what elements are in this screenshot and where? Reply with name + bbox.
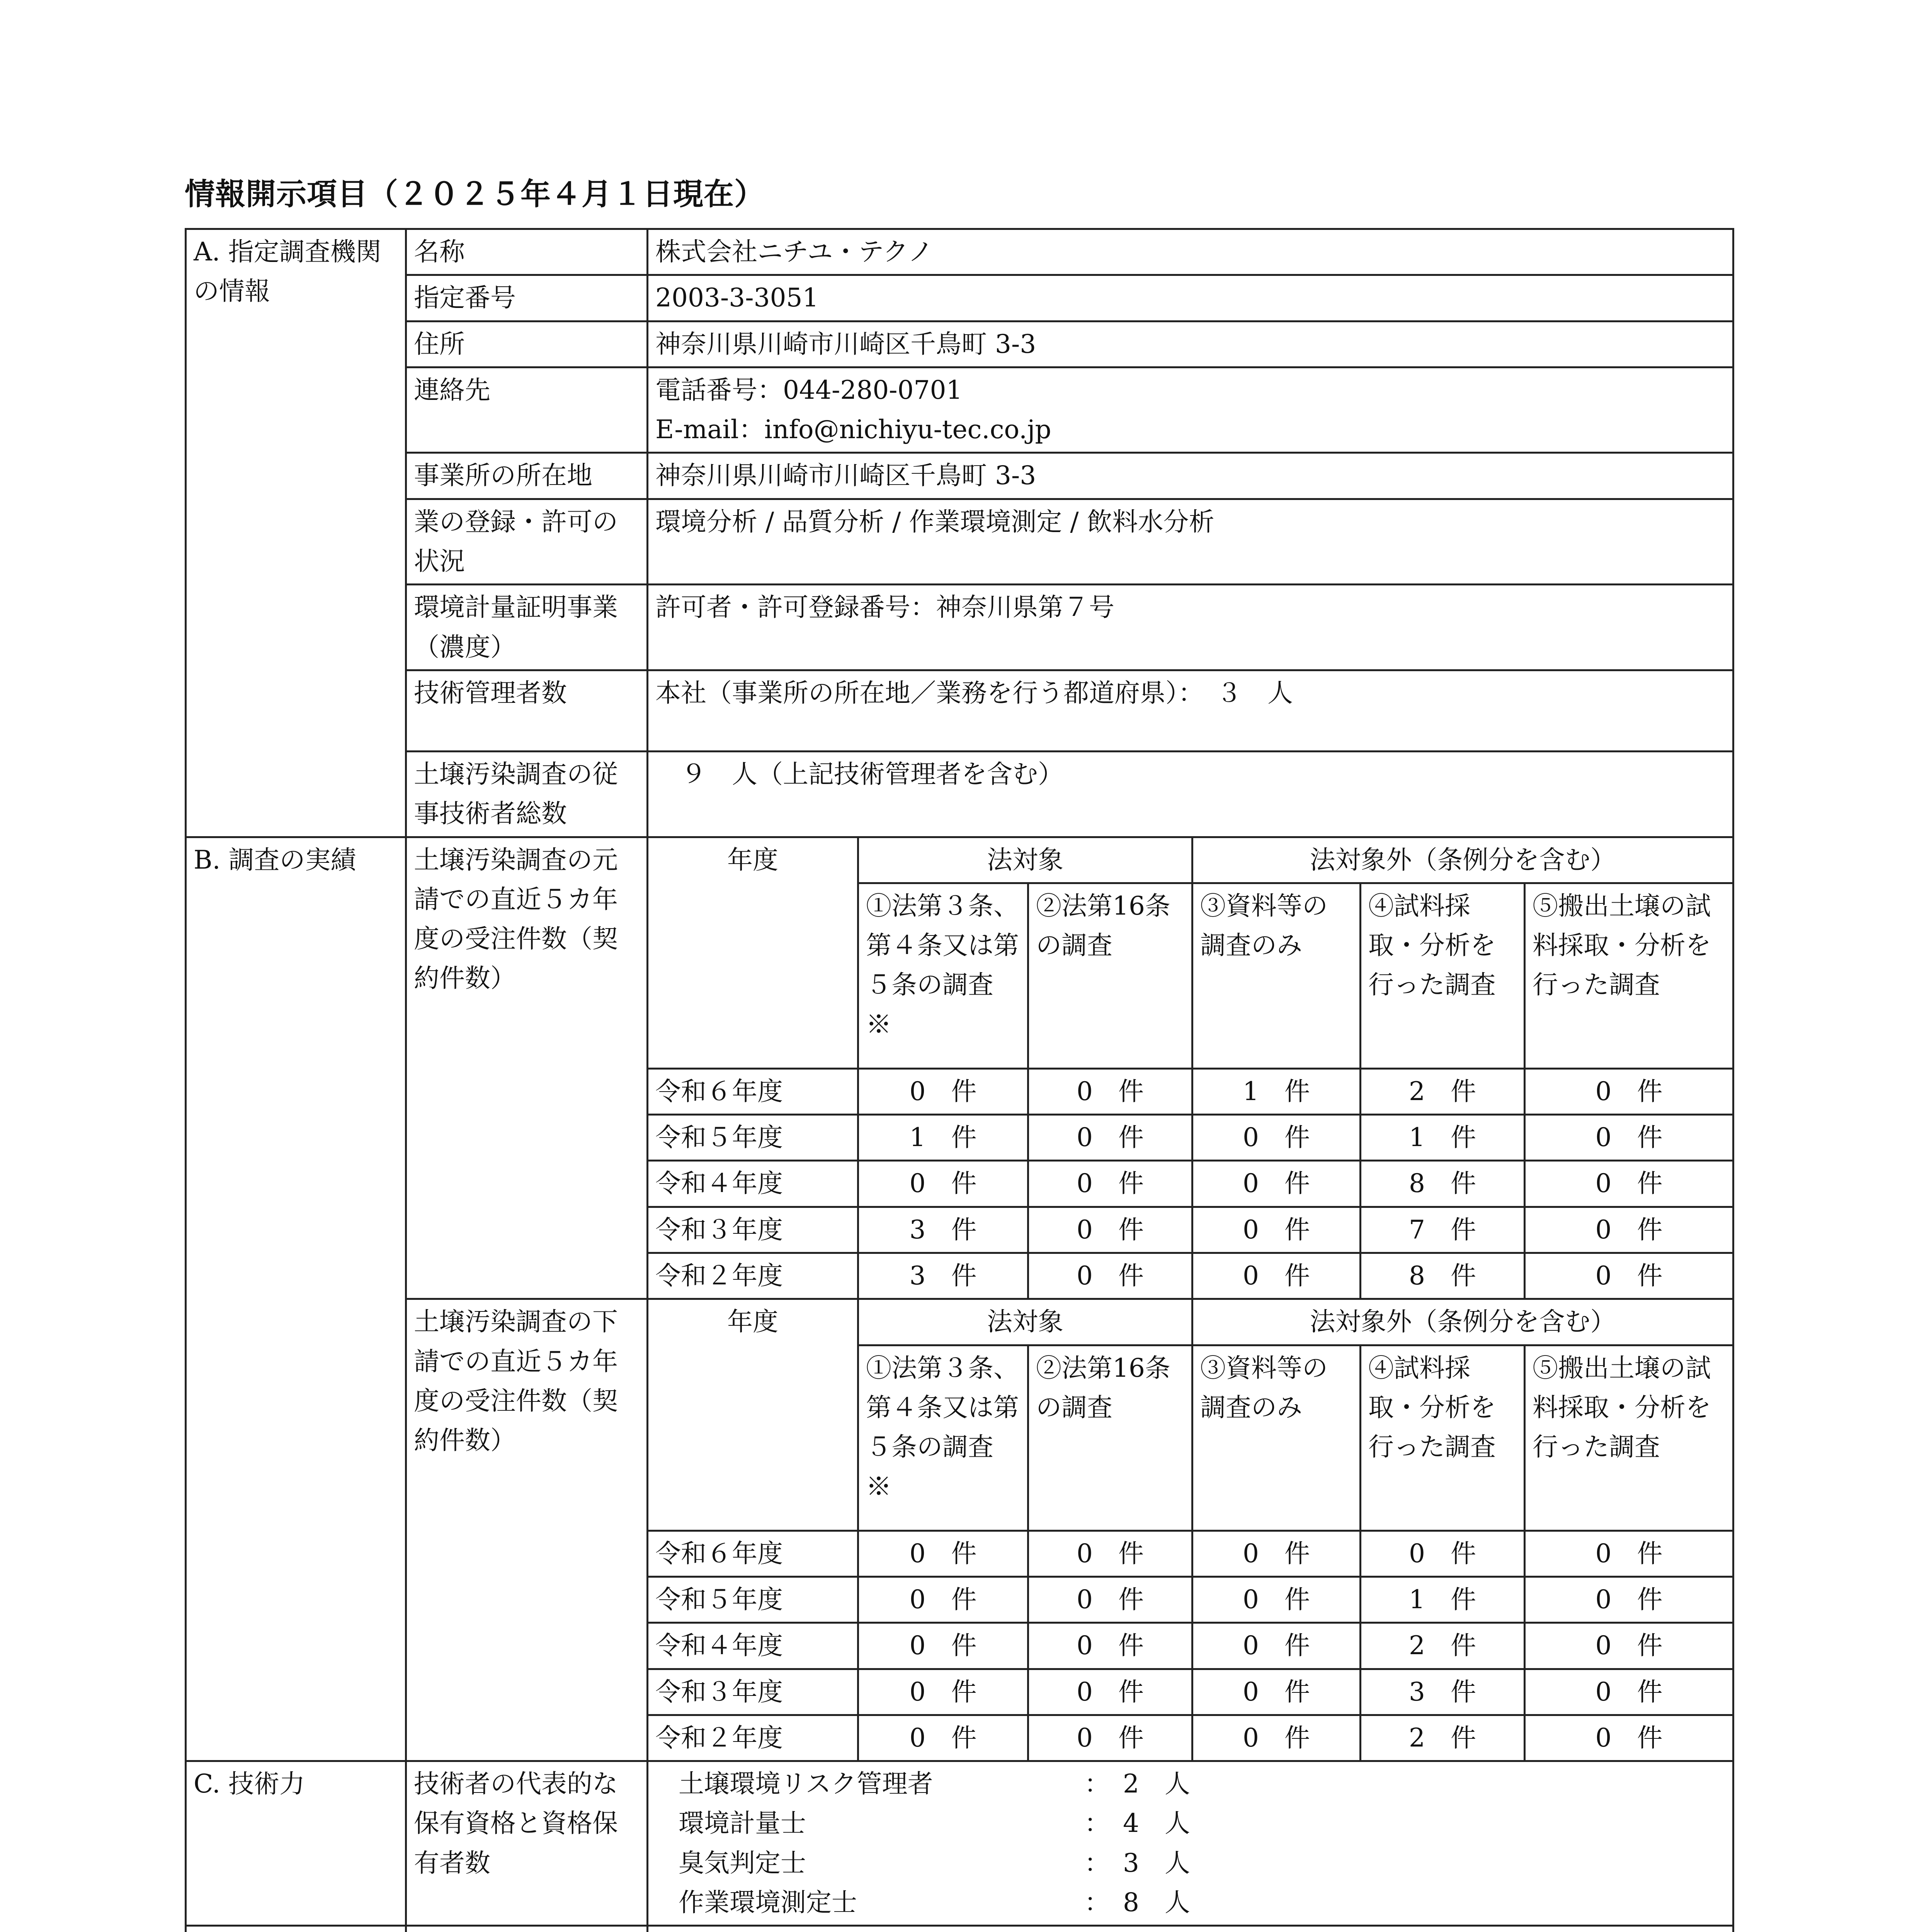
year-label: 令和４年度: [648, 1623, 858, 1669]
a-label-number: 指定番号: [406, 275, 648, 321]
col-header-2: ②法第16条の調査: [1028, 1345, 1192, 1531]
count-cell: 1 件: [1361, 1577, 1525, 1622]
count-cell: 0 件: [1192, 1161, 1361, 1207]
count-cell: 0 件: [1028, 1577, 1192, 1622]
b-prime-header-row: [186, 837, 1733, 883]
col-header-3: ③資料等の調査のみ: [1192, 883, 1361, 1068]
a-label-registration: 業の登録・許可の状況: [406, 499, 648, 585]
section-a-label: A. 指定調査機関の情報: [186, 229, 406, 837]
a-label-certification: 環境計量証明事業（濃度）: [406, 585, 648, 670]
col-header-2: ②法第16条の調査: [1028, 883, 1192, 1068]
a-label-contact: 連絡先: [406, 367, 648, 453]
qualification-separator: ：: [1084, 1769, 1110, 1799]
count-cell: 0 件: [1525, 1577, 1733, 1622]
company-name: 株式会社ニチユ・テクノ: [648, 229, 1733, 275]
qualification-separator: ：: [1084, 1848, 1110, 1878]
qualification-list: [648, 1761, 1733, 1926]
engineer-count: ９ 人（上記技術管理者を含む）: [648, 751, 1733, 837]
section-b-label: B. 調査の実績: [186, 837, 406, 1761]
a-label-engineers: 土壌汚染調査の従事技術者総数: [406, 751, 648, 837]
count-cell: 1 件: [858, 1115, 1028, 1161]
phone-number: 電話番号：044-280-0701: [655, 375, 963, 405]
count-cell: 0 件: [858, 1531, 1028, 1577]
year-label: 令和２年度: [648, 1715, 858, 1761]
email-address: E-mail：info@nichiyu-tec.co.jp: [655, 415, 1051, 445]
year-label: 令和３年度: [648, 1669, 858, 1715]
section-c-label: C. 技術力: [186, 1761, 406, 1926]
col-header-1: ①法第３条、第４条又は第５条の調査 ※: [858, 1345, 1028, 1531]
count-cell: 0 件: [858, 1577, 1028, 1622]
non-law-target-header: 法対象外（条例分を含む）: [1192, 837, 1733, 883]
designation-number: 2003-3-3051: [648, 275, 1733, 321]
count-cell: 0 件: [1361, 1531, 1525, 1577]
a-row-address: [186, 321, 1733, 367]
count-cell: 2 件: [1361, 1715, 1525, 1761]
a-label-managers: 技術管理者数: [406, 670, 648, 751]
col-header-3: ③資料等の調査のみ: [1192, 1345, 1361, 1531]
certification-info: 許可者・許可登録番号：神奈川県第７号: [648, 585, 1733, 670]
count-cell: 0 件: [1028, 1115, 1192, 1161]
count-cell: 0 件: [1525, 1068, 1733, 1114]
c-sub-label: 技術者の代表的な保有資格と資格保有者数: [406, 1761, 648, 1926]
count-cell: 0 件: [1525, 1715, 1733, 1761]
year-label: 令和５年度: [648, 1577, 858, 1622]
qualification-count: 8 人: [1123, 1888, 1190, 1918]
count-cell: 0 件: [1028, 1715, 1192, 1761]
count-cell: 0 件: [1525, 1623, 1733, 1669]
count-cell: 0 件: [1028, 1161, 1192, 1207]
count-cell: 1 件: [1361, 1115, 1525, 1161]
count-cell: 0 件: [1028, 1623, 1192, 1669]
qualification-count: 2 人: [1123, 1769, 1190, 1799]
count-cell: 0 件: [1028, 1669, 1192, 1715]
year-label: 令和４年度: [648, 1161, 858, 1207]
count-cell: 0 件: [1192, 1531, 1361, 1577]
a-row-office: [186, 453, 1733, 499]
count-cell: 0 件: [858, 1715, 1028, 1761]
a-row-engineers: [186, 751, 1733, 837]
qualification-separator: ：: [1084, 1808, 1110, 1838]
count-cell: 0 件: [1192, 1115, 1361, 1161]
count-cell: 0 件: [858, 1669, 1028, 1715]
qualification-count: 4 人: [1123, 1808, 1190, 1838]
count-cell: 1 件: [1192, 1068, 1361, 1114]
count-cell: 0 件: [1028, 1068, 1192, 1114]
count-cell: 0 件: [1192, 1253, 1361, 1299]
col-header-4: ④試料採取・分析を行った調査: [1361, 1345, 1525, 1531]
count-cell: 0 件: [1028, 1531, 1192, 1577]
count-cell: 0 件: [1525, 1669, 1733, 1715]
c-row: [186, 1761, 1733, 1926]
a-label-name: 名称: [406, 229, 648, 275]
year-label: 令和２年度: [648, 1253, 858, 1299]
a-row-certification: [186, 585, 1733, 670]
count-cell: 0 件: [1525, 1115, 1733, 1161]
a-label-office: 事業所の所在地: [406, 453, 648, 499]
b-prime-label: 土壌汚染調査の元請での直近５カ年度の受注件数（契約件数）: [406, 837, 648, 1299]
document-title: 情報開示項目（２０２５年４月１日現在）: [185, 177, 765, 212]
col-header-1: ①法第３条、第４条又は第５条の調査 ※: [858, 883, 1028, 1068]
count-cell: 0 件: [1192, 1669, 1361, 1715]
count-cell: 3 件: [858, 1207, 1028, 1253]
count-cell: 0 件: [1028, 1207, 1192, 1253]
quality-management-value: [648, 1926, 1733, 1932]
year-label: 令和６年度: [648, 1531, 858, 1577]
law-target-header: 法対象: [858, 1299, 1192, 1345]
col-header-5: ⑤搬出土壌の試料採取・分析を行った調査: [1525, 1345, 1733, 1531]
a-row-registration: [186, 499, 1733, 585]
non-law-target-header: 法対象外（条例分を含む）: [1192, 1299, 1733, 1345]
count-cell: 3 件: [1361, 1669, 1525, 1715]
b-sub-label: 土壌汚染調査の下請での直近５カ年度の受注件数（契約件数）: [406, 1299, 648, 1761]
b-sub-header-row: [186, 1299, 1733, 1345]
qualification-count: 3 人: [1123, 1848, 1190, 1878]
disclosure-table: [185, 228, 1734, 1932]
year-label: 令和３年度: [648, 1207, 858, 1253]
count-cell: 0 件: [1525, 1531, 1733, 1577]
count-cell: 8 件: [1361, 1161, 1525, 1207]
count-cell: 0 件: [858, 1623, 1028, 1669]
a-row-contact: [186, 367, 1733, 453]
count-cell: 0 件: [1525, 1207, 1733, 1253]
count-cell: 0 件: [1028, 1253, 1192, 1299]
count-cell: 0 件: [1192, 1577, 1361, 1622]
registration-status: 環境分析 / 品質分析 / 作業環境測定 / 飲料水分析: [648, 499, 1733, 585]
count-cell: 0 件: [1525, 1161, 1733, 1207]
count-cell: 0 件: [1192, 1623, 1361, 1669]
law-target-header: 法対象: [858, 837, 1192, 883]
a-row-name: [186, 229, 1733, 275]
count-cell: 0 件: [858, 1161, 1028, 1207]
year-header: 年度: [648, 1299, 858, 1531]
count-cell: 7 件: [1361, 1207, 1525, 1253]
count-cell: 2 件: [1361, 1068, 1525, 1114]
d-sub-label: [406, 1926, 648, 1932]
year-header: 年度: [648, 837, 858, 1068]
a-row-number: [186, 275, 1733, 321]
qualification-name: 作業環境測定士: [679, 1888, 857, 1918]
office-location: 神奈川県川崎市川崎区千鳥町 3-3: [648, 453, 1733, 499]
count-cell: 2 件: [1361, 1623, 1525, 1669]
count-cell: 0 件: [858, 1068, 1028, 1114]
col-header-4: ④試料採取・分析を行った調査: [1361, 883, 1525, 1068]
qualification-name: 臭気判定士: [679, 1848, 806, 1878]
address: 神奈川県川崎市川崎区千鳥町 3-3: [648, 321, 1733, 367]
qualification-name: 土壌環境リスク管理者: [679, 1769, 933, 1799]
a-row-managers: [186, 670, 1733, 751]
count-cell: 0 件: [1192, 1715, 1361, 1761]
count-cell: 0 件: [1192, 1207, 1361, 1253]
count-cell: 0 件: [1525, 1253, 1733, 1299]
col-header-5: ⑤搬出土壌の試料採取・分析を行った調査: [1525, 883, 1733, 1068]
count-cell: 3 件: [858, 1253, 1028, 1299]
qualification-separator: ：: [1084, 1888, 1110, 1918]
d-row: [186, 1926, 1733, 1932]
a-label-address: 住所: [406, 321, 648, 367]
year-label: 令和５年度: [648, 1115, 858, 1161]
year-label: 令和６年度: [648, 1068, 858, 1114]
count-cell: 8 件: [1361, 1253, 1525, 1299]
qualification-name: 環境計量士: [679, 1808, 806, 1838]
section-d-label: [186, 1926, 406, 1932]
contact-info: [648, 367, 1733, 453]
manager-count: 本社（事業所の所在地／業務を行う都道府県）： ３ 人: [648, 670, 1733, 751]
